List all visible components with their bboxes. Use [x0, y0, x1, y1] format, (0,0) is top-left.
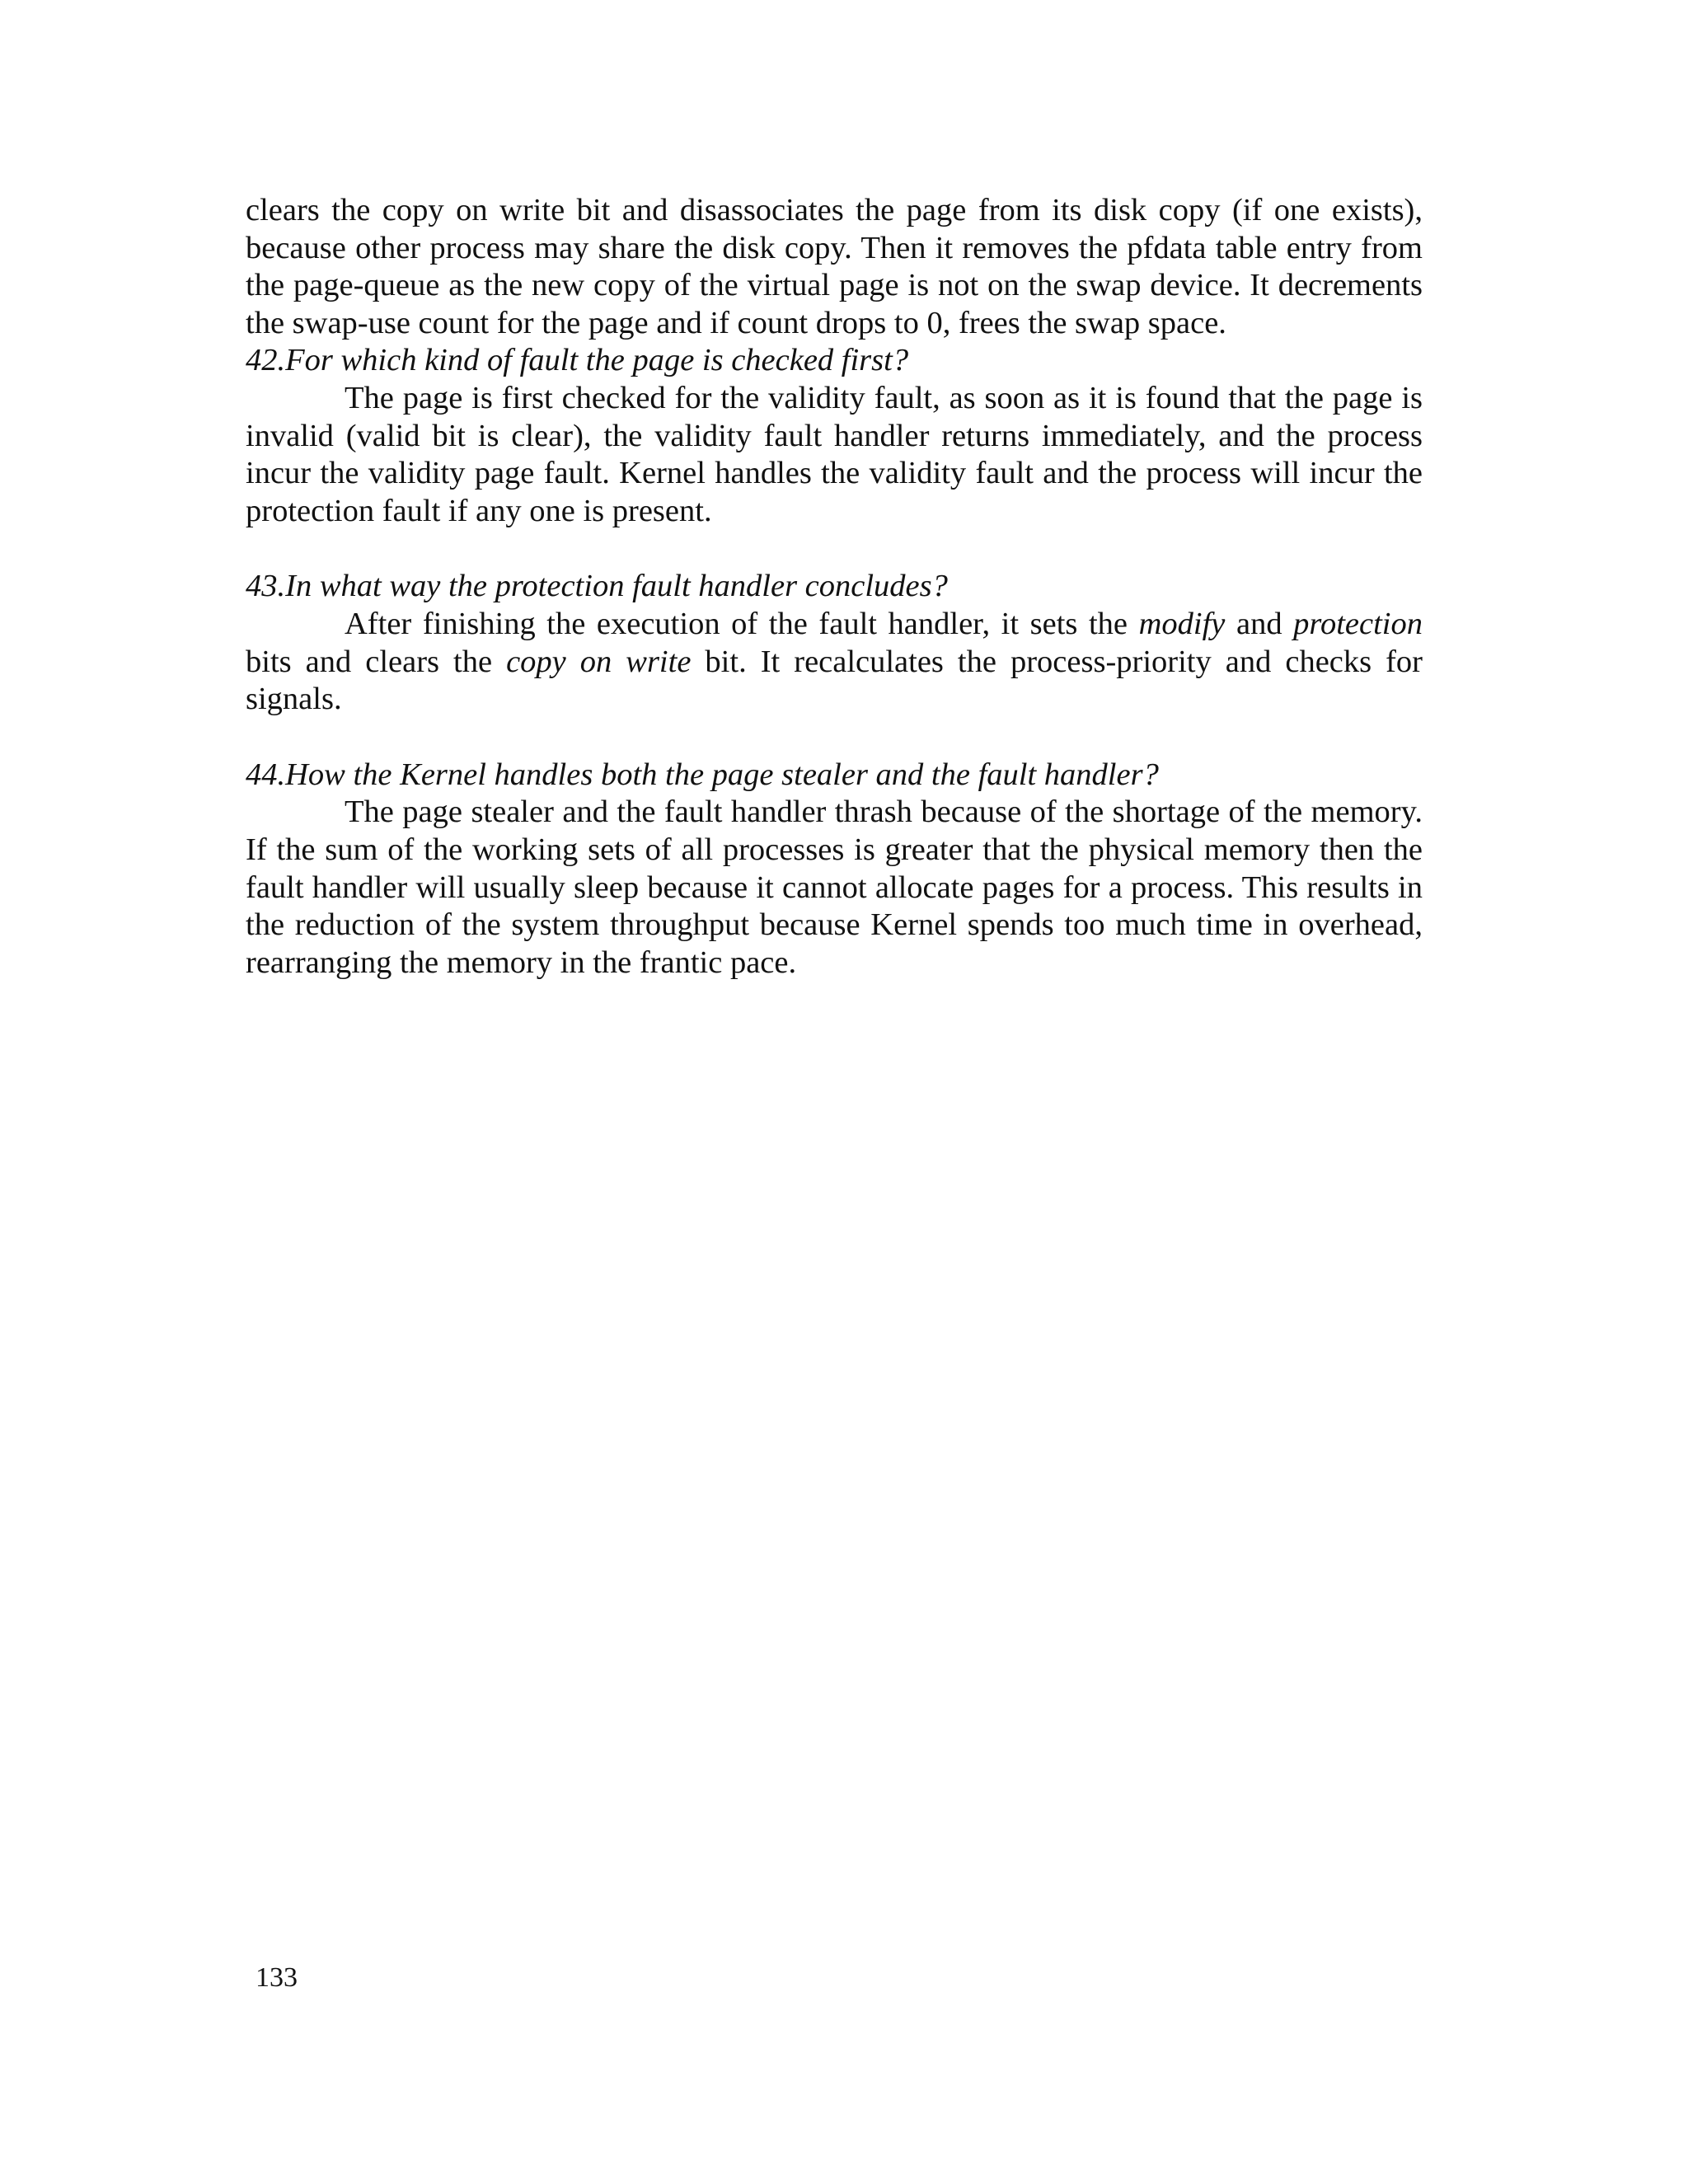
qa-item-43: [246, 568, 1423, 718]
page-content: [246, 192, 1423, 1019]
answer-43-text-2: and: [1225, 606, 1294, 641]
answer-43-protection: protection: [1293, 606, 1423, 641]
question-43: 43.In what way the protection fault handler concludes?: [246, 569, 948, 604]
qa-item-44: [246, 757, 1423, 982]
question-44: 44.How the Kernel handles both the page stealer and the fault handler?: [246, 757, 1159, 792]
answer-43-text-1: After finishing the execution of the fault handler, it sets the: [345, 606, 1139, 641]
answer-44: The page stealer and the fault handler thrash because of the shortage of the memory. If the sum of the working sets of all processes is greater that the physical memory then the fault handler will usually sleep because it cannot allocate pages for a process. This results in the reduction of the system throughput because Kernel spends too much time in overhead, rearranging the memory in the frantic pace.: [246, 794, 1423, 980]
answer-42: The page is first checked for the validity fault, as soon as it is found that the page is invalid (valid bit is clear), the validity fault handler returns immediately, and the process incur the validity page fault. Kernel handles the validity fault and the process will incur the protection fault if any one is present.: [246, 380, 1423, 528]
page-number: 133: [256, 1962, 298, 1993]
answer-43-copy-on-write: copy on write: [506, 644, 692, 679]
qa-item-42: [246, 342, 1423, 530]
question-42: 42.For which kind of fault the page is checked first?: [246, 343, 909, 378]
answer-43-text-3: bits and clears the: [246, 644, 507, 679]
answer-43: [246, 606, 1423, 719]
answer-43-modify: modify: [1138, 606, 1226, 641]
continuation-paragraph: clears the copy on write bit and disassociates the page from its disk copy (if one exists), because other process may share the disk copy. Then it removes the pfdata table entry from the page-queue as the new copy of the virtual page is not on the swap device. It decrements the swap-use count for the page and if count drops to 0, frees the swap space.: [246, 193, 1423, 340]
answer-43-text-4: bit. It recalculates the process-priority and checks for signals.: [246, 644, 1423, 717]
